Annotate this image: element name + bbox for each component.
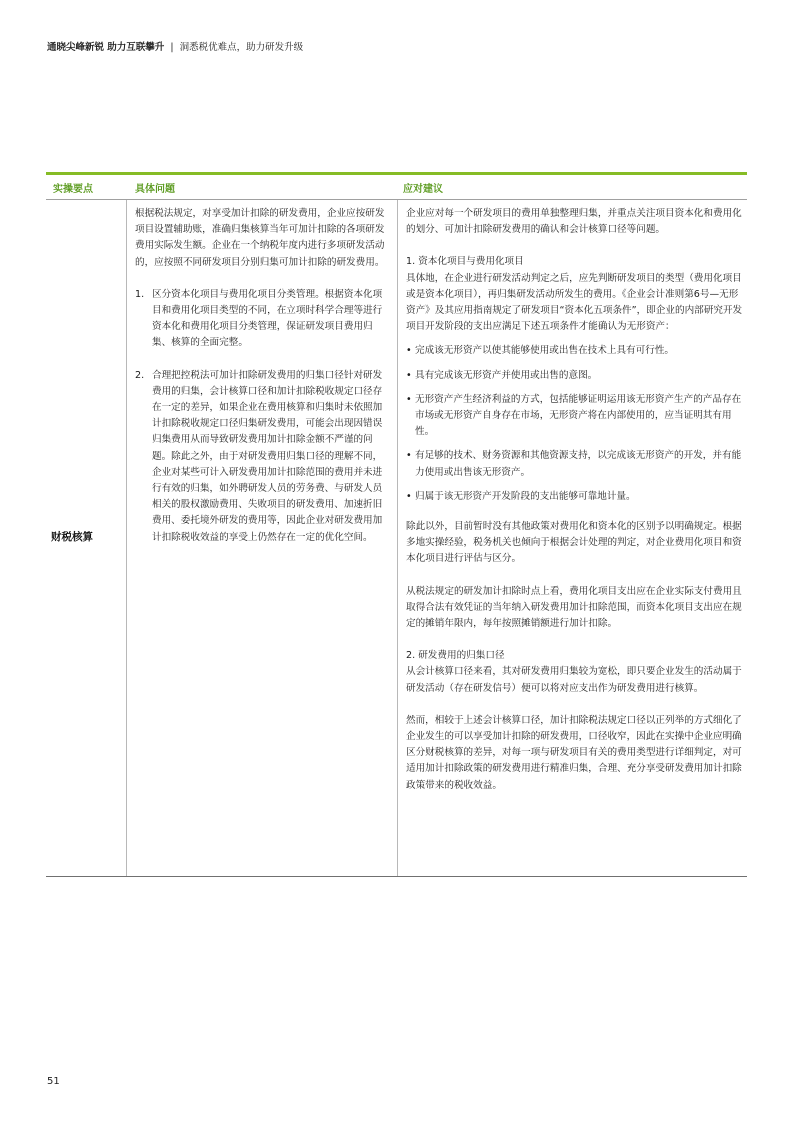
page-number: 51 xyxy=(47,1076,60,1087)
column-header-issue: 具体问题 xyxy=(126,180,398,195)
list-item xyxy=(406,343,747,359)
advice-paragraph-3: 从税法规定的研发加计扣除时点上看，费用化项目支出应在企业实际支付费用且取得合法有效凭证的当年纳入研发费用加计扣除范围，而资本化项目支出应在规定的摊销年限内，每年按照摊销额进行加计扣除。 xyxy=(406,585,742,630)
advice-paragraph-4: 然而，相较于上述会计核算口径，加计扣除税法规定口径以正列举的方式细化了企业发生的可以享受加计扣除的研发费用，口径收窄，因此在实操中企业应明确区分财税核算的差异，对每一项与研发项目有关的费用类型进行详细判定，对可适用加计扣除政策的研发费用进行精准归集，合理、充分享受研发费用加计扣除政策带来的税收效益。 xyxy=(406,714,742,791)
column-header-advice: 应对建议 xyxy=(398,180,747,195)
issue-item-text: 合理把控税法可加计扣除研发费用的归集口径针对研发费用的归集，会计核算口径和加计扣除税收规定口径存在一定的差异，如果企业在费用核算和归集时未依照加计扣除税收规定口径归集研发费用，可能会出现因错误归集费用从而导致研发费用加计扣除金额不严谨的问题。除此之外，由于对研发费用归集口径的理解不同，企业对某些可计入研发费用加计扣除范围的费用并未进行有效的归集，如外聘研发人员的劳务费、与研发人员相关的股权激励费用、失败项目的研发费用、加速折旧费用、委托境外研发的费用等，因此企业对研发费用加计扣除税收效益的享受上仍然存在一定的优化空间。 xyxy=(152,369,383,543)
column-header-key-point: 实操要点 xyxy=(53,183,93,195)
issue-intro: 根据税法规定，对享受加计扣除的研发费用，企业应按研发项目设置辅助账，准确归集核算当年可加计扣除的各项研发费用实际发生额。企业在一个纳税年度内进行多项研发活动的，应按照不同研发项目分别归集可加计扣除的研发费用。 xyxy=(135,208,385,268)
issue-item-2 xyxy=(135,368,389,546)
bullet-text: 归属于该无形资产开发阶段的支出能够可靠地计量。 xyxy=(415,490,636,502)
bullet-icon: • xyxy=(406,369,412,381)
list-item xyxy=(406,489,747,505)
bullet-icon: • xyxy=(406,450,412,462)
list-item xyxy=(406,448,747,480)
list-item xyxy=(406,368,747,384)
advice-section-2-text: 从会计核算口径来看，其对研发费用归集较为宽松，即只要企业发生的活动属于研发活动（存在研发信号）便可以将对应支出作为研发费用进行核算。 xyxy=(406,666,742,694)
issue-item-number: 1. xyxy=(135,288,145,300)
bullet-icon: • xyxy=(406,490,412,502)
guidance-table xyxy=(46,172,747,877)
advice-intro: 企业应对每一个研发项目的费用单独整理归集，并重点关注项目资本化和费用化的划分、可加计扣除研发费用的确认和会计核算口径等问题。 xyxy=(406,208,742,236)
row-label: 财税核算 xyxy=(51,530,93,543)
issue-item-text: 区分资本化项目与费用化项目分类管理。根据资本化项目和费用化项目类型的不同，在立项时科学合理等进行资本化和费用化项目分类管理，保证研发项目费用归集、核算的全面完整。 xyxy=(152,288,383,349)
advice-section-1-title: 1. 资本化项目与费用化项目 xyxy=(406,256,524,268)
advice-section-2-title: 2. 研发费用的归集口径 xyxy=(406,650,505,662)
issue-item-1 xyxy=(135,287,389,352)
bullet-text: 有足够的技术、财务资源和其他资源支持，以完成该无形资产的开发，并有能力使用或出售该无形资产。 xyxy=(415,450,742,478)
bullet-icon: • xyxy=(406,345,412,357)
advice-section-1-text: 具体地，在企业进行研发活动判定之后，应先判断研发项目的类型（费用化项目或是资本化项目），再归集研发活动所发生的费用。《企业会计准则第6号—无形资产》及其应用指南规定了研发项目“资本化五项条件”，即企业的内部研究开发项目开发阶段的支出应满足下述五项条件才能确认为无形资产： xyxy=(406,272,743,333)
table-header-row xyxy=(46,175,747,200)
bullet-text: 完成该无形资产以使其能够使用或出售在技术上具有可行性。 xyxy=(415,345,675,357)
advice-paragraph-2: 除此以外，目前暂时没有其他政策对费用化和资本化的区别予以明确规定。根据多地实操经验，税务机关也倾向于根据会计处理的判定，对企业费用化项目和资本化项目进行评估与区分。 xyxy=(406,521,742,565)
advice-cell xyxy=(398,200,747,876)
bullet-text: 无形资产产生经济利益的方式，包括能够证明运用该无形资产生产的产品存在市场或无形资产自身存在市场，无形资产将在内部使用的，应当证明其有用性。 xyxy=(415,393,742,438)
table-row xyxy=(46,200,747,877)
bullet-text: 具有完成该无形资产并使用或出售的意图。 xyxy=(415,369,598,381)
issue-item-number: 2. xyxy=(135,369,145,381)
issue-cell xyxy=(126,200,398,876)
header-separator: | xyxy=(170,42,174,53)
header-subtitle: 洞悉税优难点，助力研发升级 xyxy=(179,42,304,53)
running-header xyxy=(47,42,303,54)
list-item xyxy=(406,392,747,441)
header-title: 通晓尖峰新锐 助力互联攀升 xyxy=(47,42,165,53)
bullet-icon: • xyxy=(406,393,412,405)
